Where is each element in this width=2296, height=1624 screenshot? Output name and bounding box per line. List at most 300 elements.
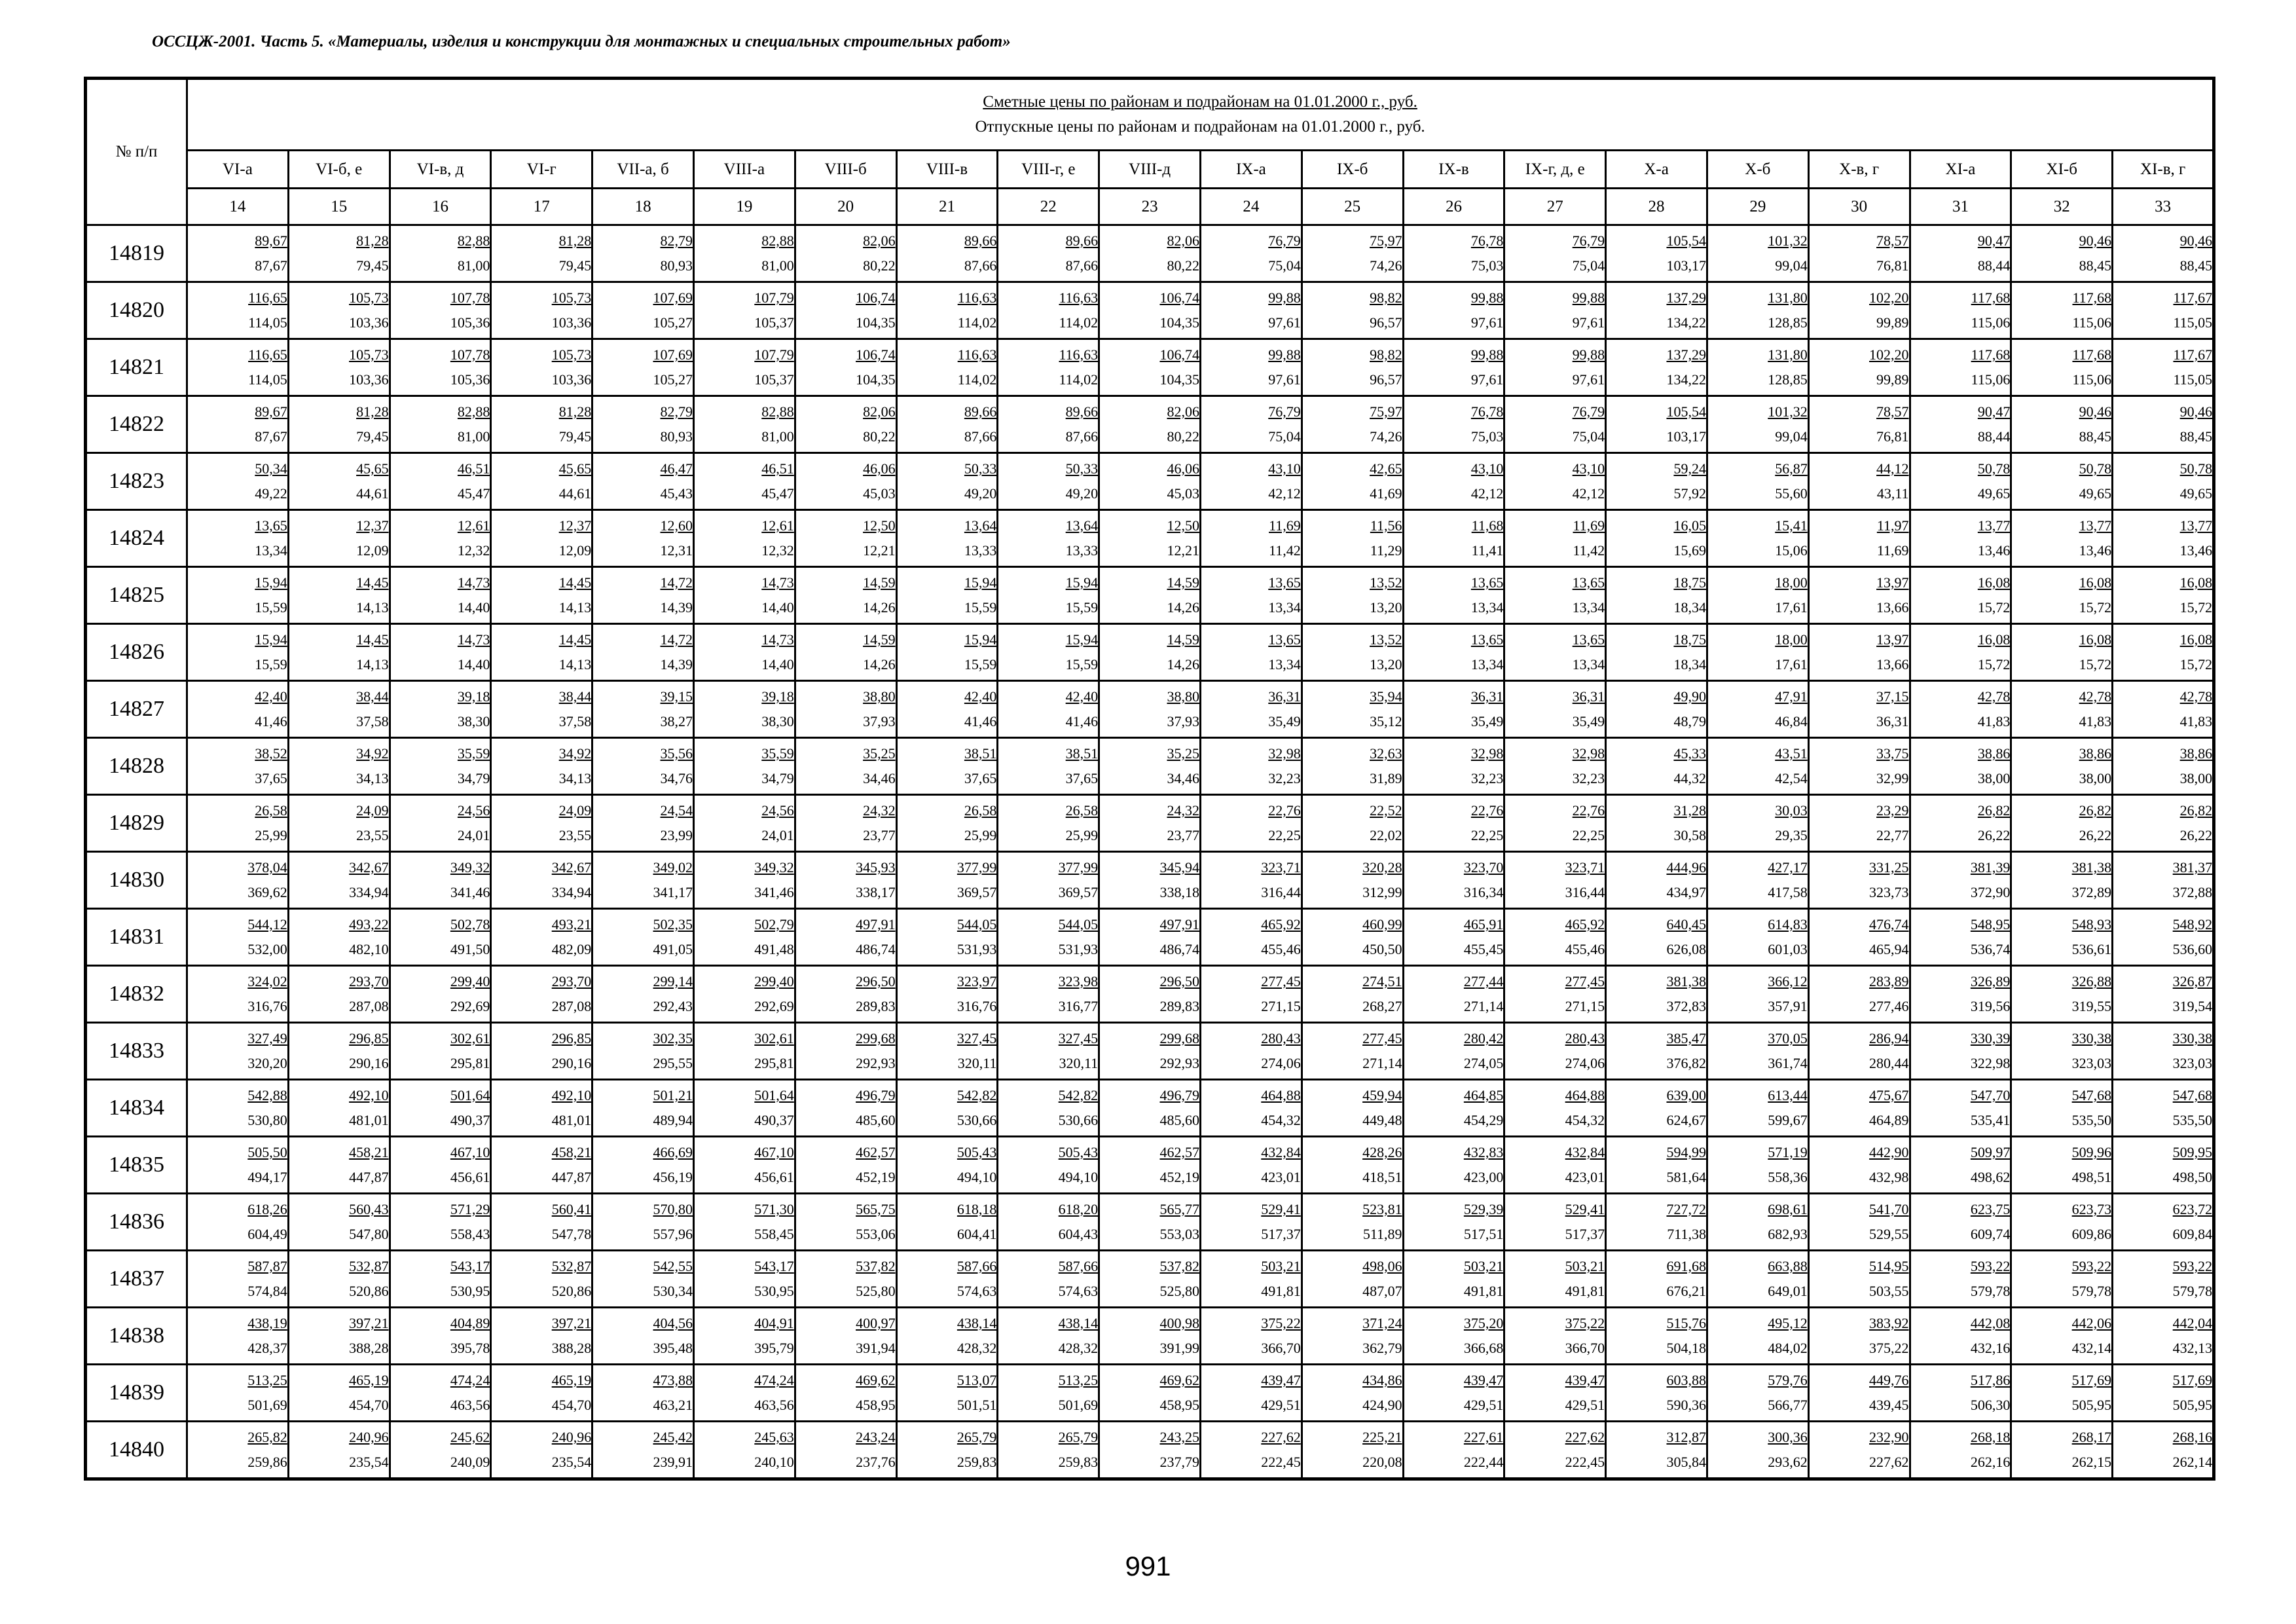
estimated-price: 50,78 <box>1977 460 2011 477</box>
estimated-price: 22,76 <box>1470 802 1504 819</box>
price-cell <box>592 396 694 453</box>
release-price: 79,45 <box>356 257 389 274</box>
release-price: 491,50 <box>450 941 490 957</box>
price-cell <box>795 510 896 567</box>
release-price: 432,16 <box>1970 1340 2011 1356</box>
estimated-price: 12,60 <box>660 517 693 534</box>
release-price: 369,62 <box>247 884 287 900</box>
table-row <box>86 1251 2214 1308</box>
price-cell <box>1910 1137 2011 1194</box>
release-price: 99,04 <box>1775 257 1808 274</box>
price-cell <box>2113 1251 2214 1308</box>
release-price: 259,83 <box>1058 1454 1099 1470</box>
release-price: 604,41 <box>957 1226 997 1242</box>
release-price: 485,60 <box>1159 1112 1199 1128</box>
estimated-price: 442,04 <box>2172 1315 2213 1331</box>
estimated-price: 560,41 <box>551 1201 592 1217</box>
estimated-price: 45,65 <box>558 460 592 477</box>
release-price: 454,70 <box>349 1397 389 1413</box>
price-cell <box>1910 567 2011 624</box>
release-price: 81,00 <box>761 428 794 445</box>
price-cell <box>896 624 998 681</box>
estimated-price: 39,18 <box>761 688 794 705</box>
price-cell <box>2113 1308 2214 1365</box>
price-cell <box>998 1251 1099 1308</box>
price-cell <box>998 1365 1099 1422</box>
release-price: 34,79 <box>761 770 794 786</box>
release-price: 579,78 <box>2172 1283 2213 1299</box>
price-cell <box>187 1023 289 1080</box>
release-price: 501,69 <box>247 1397 287 1413</box>
estimated-price: 15,94 <box>964 574 997 591</box>
release-price: 525,80 <box>1159 1283 1199 1299</box>
release-price: 295,55 <box>653 1055 693 1071</box>
estimated-price: 35,25 <box>863 745 896 762</box>
estimated-price: 101,32 <box>1768 403 1808 420</box>
estimated-price: 46,51 <box>457 460 490 477</box>
release-price: 75,03 <box>1470 257 1504 274</box>
estimated-price: 505,50 <box>247 1144 287 1160</box>
release-price: 222,44 <box>1463 1454 1504 1470</box>
estimated-price: 547,68 <box>2172 1087 2213 1103</box>
release-price: 13,66 <box>1876 656 1909 673</box>
column-number-row <box>86 189 2214 225</box>
price-cell <box>1302 909 1403 966</box>
release-price: 13,34 <box>1470 656 1504 673</box>
release-price: 501,69 <box>1058 1397 1099 1413</box>
release-price: 341,46 <box>754 884 794 900</box>
release-price: 293,62 <box>1768 1454 1808 1470</box>
price-cell <box>592 1023 694 1080</box>
price-cell <box>592 624 694 681</box>
release-price: 99,89 <box>1876 371 1909 388</box>
release-price: 14,39 <box>660 656 693 673</box>
release-price: 501,51 <box>957 1397 997 1413</box>
estimated-price: 18,75 <box>1673 574 1706 591</box>
estimated-price: 542,82 <box>957 1087 997 1103</box>
estimated-price: 13,65 <box>1470 631 1504 648</box>
estimated-price: 116,65 <box>248 289 287 306</box>
price-cell <box>187 225 289 282</box>
price-cell <box>1504 852 1606 909</box>
release-price: 494,10 <box>957 1169 997 1185</box>
release-price: 14,40 <box>457 599 490 616</box>
estimated-price: 323,71 <box>1261 859 1301 876</box>
price-cell <box>1200 1023 1302 1080</box>
price-cell <box>1504 966 1606 1023</box>
release-price: 103,17 <box>1666 257 1706 274</box>
release-price: 14,39 <box>660 599 693 616</box>
estimated-price: 46,06 <box>1167 460 1199 477</box>
estimated-price: 89,67 <box>255 232 287 249</box>
release-price: 481,01 <box>349 1112 389 1128</box>
column-number: 16 <box>390 189 491 225</box>
estimated-price: 107,79 <box>754 289 794 306</box>
price-cell <box>2011 396 2113 453</box>
release-price: 80,22 <box>863 428 896 445</box>
estimated-price: 99,88 <box>1470 289 1504 306</box>
price-cell <box>1403 225 1504 282</box>
column-number: 32 <box>2011 189 2113 225</box>
estimated-price: 548,93 <box>2071 916 2112 932</box>
release-price: 75,04 <box>1268 257 1301 274</box>
release-price: 530,95 <box>450 1283 490 1299</box>
estimated-price: 43,10 <box>1470 460 1504 477</box>
price-cell <box>1099 396 1201 453</box>
price-cell <box>2113 567 2214 624</box>
price-cell <box>390 1023 491 1080</box>
estimated-price: 22,76 <box>1268 802 1301 819</box>
estimated-price: 225,21 <box>1362 1429 1402 1445</box>
price-cell <box>998 510 1099 567</box>
release-price: 271,14 <box>1362 1055 1402 1071</box>
release-price: 395,79 <box>754 1340 794 1356</box>
estimated-price: 14,59 <box>863 631 896 648</box>
estimated-price: 13,65 <box>255 517 287 534</box>
price-cell <box>491 510 592 567</box>
estimated-price: 330,39 <box>1970 1030 2011 1046</box>
release-price: 79,45 <box>356 428 389 445</box>
estimated-price: 691,68 <box>1666 1258 1706 1274</box>
release-price: 13,34 <box>1572 656 1605 673</box>
estimated-price: 587,66 <box>1058 1258 1099 1274</box>
estimated-price: 50,33 <box>1065 460 1099 477</box>
estimated-price: 400,98 <box>1159 1315 1199 1331</box>
price-cell <box>693 1251 795 1308</box>
price-cell <box>1302 852 1403 909</box>
price-cell <box>187 681 289 738</box>
price-cell <box>693 1422 795 1479</box>
price-cell <box>491 1251 592 1308</box>
estimated-price: 36,31 <box>1572 688 1605 705</box>
table-row <box>86 1137 2214 1194</box>
estimated-price: 14,45 <box>356 574 389 591</box>
estimated-price: 24,56 <box>457 802 490 819</box>
price-cell <box>1099 909 1201 966</box>
price-cell <box>1707 795 1808 852</box>
release-price: 529,55 <box>1869 1226 1909 1242</box>
price-cell <box>491 681 592 738</box>
release-price: 49,20 <box>964 485 997 502</box>
price-cell <box>693 624 795 681</box>
price-cell <box>693 510 795 567</box>
price-cell <box>1403 453 1504 510</box>
estimated-price: 14,73 <box>457 574 490 591</box>
price-cell <box>491 396 592 453</box>
estimated-price: 571,19 <box>1768 1144 1808 1160</box>
release-price: 14,13 <box>558 656 592 673</box>
release-price: 14,26 <box>1167 599 1199 616</box>
price-cell <box>2113 1023 2214 1080</box>
price-cell <box>491 624 592 681</box>
release-price: 259,83 <box>957 1454 997 1470</box>
estimated-price: 90,46 <box>2079 232 2112 249</box>
estimated-price: 45,65 <box>356 460 389 477</box>
table-row <box>86 966 2214 1023</box>
price-cell <box>592 567 694 624</box>
release-price: 34,13 <box>558 770 592 786</box>
price-cell <box>693 738 795 795</box>
price-cell <box>693 339 795 396</box>
price-cell <box>2113 909 2214 966</box>
release-price: 498,62 <box>1970 1169 2011 1185</box>
estimated-price: 11,68 <box>1471 517 1504 534</box>
estimated-price: 11,97 <box>1876 517 1909 534</box>
estimated-price: 243,24 <box>856 1429 896 1445</box>
release-price: 372,89 <box>2071 884 2112 900</box>
release-price: 11,42 <box>1573 542 1605 559</box>
table-row <box>86 453 2214 510</box>
estimated-price: 458,21 <box>551 1144 592 1160</box>
release-price: 103,36 <box>349 314 389 331</box>
estimated-price: 404,56 <box>653 1315 693 1331</box>
price-cell <box>1707 852 1808 909</box>
release-price: 609,86 <box>2071 1226 2112 1242</box>
release-price: 429,51 <box>1463 1397 1504 1413</box>
release-price: 711,38 <box>1667 1226 1706 1242</box>
price-cell <box>187 966 289 1023</box>
release-price: 530,34 <box>653 1283 693 1299</box>
price-cell <box>896 567 998 624</box>
estimated-price: 349,32 <box>450 859 490 876</box>
release-price: 395,78 <box>450 1340 490 1356</box>
price-cell <box>1200 1251 1302 1308</box>
price-cell <box>1910 1365 2011 1422</box>
release-price: 37,65 <box>964 770 997 786</box>
price-cell <box>896 225 998 282</box>
price-cell <box>1504 282 1606 339</box>
estimated-price: 107,69 <box>653 346 693 363</box>
price-cell <box>1707 225 1808 282</box>
release-price: 292,69 <box>450 998 490 1014</box>
region-header: IX-г, д, е <box>1504 151 1606 189</box>
release-price: 372,88 <box>2172 884 2213 900</box>
release-price: 222,45 <box>1565 1454 1605 1470</box>
estimated-price: 227,61 <box>1463 1429 1504 1445</box>
price-cell <box>491 339 592 396</box>
release-price: 13,34 <box>1470 599 1504 616</box>
estimated-price: 464,88 <box>1261 1087 1301 1103</box>
region-header: XI-в, г <box>2113 151 2214 189</box>
price-cell <box>1910 396 2011 453</box>
price-cell <box>1200 795 1302 852</box>
release-price: 482,09 <box>551 941 592 957</box>
estimated-price: 14,73 <box>761 631 794 648</box>
estimated-price: 293,70 <box>551 973 592 989</box>
release-price: 88,45 <box>2179 428 2213 445</box>
estimated-price: 46,47 <box>660 460 693 477</box>
price-cell <box>390 1194 491 1251</box>
estimated-price: 24,56 <box>761 802 794 819</box>
price-cell <box>592 1251 694 1308</box>
price-cell <box>1403 852 1504 909</box>
price-cell <box>1606 624 1707 681</box>
release-price: 362,79 <box>1362 1340 1402 1356</box>
estimated-price: 76,78 <box>1470 403 1504 420</box>
price-cell <box>896 396 998 453</box>
release-price: 15,59 <box>1065 599 1099 616</box>
release-price: 75,04 <box>1572 428 1605 445</box>
price-cell <box>1808 396 1910 453</box>
release-price: 97,61 <box>1572 371 1605 388</box>
estimated-price: 517,86 <box>1970 1372 2011 1388</box>
estimated-price: 50,34 <box>255 460 287 477</box>
price-cell <box>1910 1080 2011 1137</box>
table-row <box>86 1422 2214 1479</box>
estimated-price: 465,92 <box>1261 916 1301 932</box>
price-cell <box>390 1137 491 1194</box>
column-number: 22 <box>998 189 1099 225</box>
region-header: X-а <box>1606 151 1707 189</box>
region-header: VI-г <box>491 151 592 189</box>
release-price: 432,98 <box>1869 1169 1909 1185</box>
price-cell <box>998 225 1099 282</box>
price-cell <box>795 1251 896 1308</box>
estimated-price: 50,33 <box>964 460 997 477</box>
estimated-price: 548,95 <box>1970 916 2011 932</box>
price-cell <box>187 795 289 852</box>
price-cell <box>1200 567 1302 624</box>
estimated-price: 603,88 <box>1666 1372 1706 1388</box>
table-caption <box>187 79 2214 151</box>
release-price: 15,72 <box>2179 599 2213 616</box>
estimated-price: 39,15 <box>660 688 693 705</box>
estimated-price: 14,59 <box>863 574 896 591</box>
estimated-price: 265,79 <box>1058 1429 1099 1445</box>
estimated-price: 464,88 <box>1565 1087 1605 1103</box>
price-cell <box>2113 1194 2214 1251</box>
release-price: 334,94 <box>551 884 592 900</box>
estimated-price: 727,72 <box>1666 1201 1706 1217</box>
price-cell <box>491 1194 592 1251</box>
price-cell <box>491 1422 592 1479</box>
running-header: ОССЦЖ-2001. Часть 5. «Материалы, изделия и конструкции для монтажных и специальных строительных работ» <box>152 33 1011 50</box>
release-price: 15,59 <box>964 599 997 616</box>
estimated-price: 438,14 <box>957 1315 997 1331</box>
estimated-price: 565,75 <box>856 1201 896 1217</box>
price-cell <box>288 1308 390 1365</box>
price-cell <box>795 738 896 795</box>
price-cell <box>1403 681 1504 738</box>
estimated-price: 36,31 <box>1470 688 1504 705</box>
release-price: 97,61 <box>1470 314 1504 331</box>
price-cell <box>1504 1251 1606 1308</box>
price-cell <box>1302 396 1403 453</box>
estimated-price: 462,57 <box>1159 1144 1199 1160</box>
release-price: 458,95 <box>856 1397 896 1413</box>
price-cell <box>998 567 1099 624</box>
price-cell <box>795 909 896 966</box>
table-row <box>86 624 2214 681</box>
release-price: 590,36 <box>1666 1397 1706 1413</box>
release-price: 88,45 <box>2179 257 2213 274</box>
estimated-price: 378,04 <box>247 859 287 876</box>
estimated-price: 324,02 <box>247 973 287 989</box>
price-cell <box>2011 624 2113 681</box>
price-cell <box>390 282 491 339</box>
price-cell <box>1808 738 1910 795</box>
release-price: 423,00 <box>1463 1169 1504 1185</box>
estimated-price: 501,21 <box>653 1087 693 1103</box>
estimated-price: 13,64 <box>964 517 997 534</box>
estimated-price: 245,42 <box>653 1429 693 1445</box>
price-cell <box>1707 567 1808 624</box>
price-cell <box>2113 339 2214 396</box>
release-price: 24,01 <box>457 827 490 843</box>
release-price: 609,74 <box>1970 1226 2011 1242</box>
estimated-price: 137,29 <box>1666 346 1706 363</box>
release-price: 49,22 <box>255 485 287 502</box>
release-price: 105,36 <box>450 314 490 331</box>
release-price: 423,01 <box>1261 1169 1301 1185</box>
price-cell <box>2113 738 2214 795</box>
estimated-price: 42,40 <box>964 688 997 705</box>
estimated-price: 13,65 <box>1470 574 1504 591</box>
release-price: 13,34 <box>1572 599 1605 616</box>
price-cell <box>1200 282 1302 339</box>
price-cell <box>1606 1023 1707 1080</box>
estimated-price: 46,51 <box>761 460 794 477</box>
estimated-price: 15,41 <box>1775 517 1808 534</box>
price-cell <box>2113 1080 2214 1137</box>
release-price: 17,61 <box>1775 656 1808 673</box>
release-price: 88,44 <box>1977 428 2011 445</box>
release-price: 388,28 <box>349 1340 389 1356</box>
price-cell <box>1910 909 2011 966</box>
estimated-price: 12,50 <box>863 517 896 534</box>
release-price: 494,10 <box>1058 1169 1099 1185</box>
release-price: 579,78 <box>1970 1283 2011 1299</box>
estimated-price: 11,69 <box>1269 517 1301 534</box>
release-price: 456,61 <box>754 1169 794 1185</box>
price-cell <box>998 624 1099 681</box>
price-cell <box>693 852 795 909</box>
release-price: 79,45 <box>558 428 592 445</box>
release-price: 23,99 <box>660 827 693 843</box>
release-price: 13,34 <box>1268 656 1301 673</box>
price-cell <box>592 738 694 795</box>
price-cell <box>491 453 592 510</box>
estimated-price: 82,88 <box>761 403 794 420</box>
price-cell <box>2011 1023 2113 1080</box>
price-cell <box>1910 681 2011 738</box>
price-cell <box>693 567 795 624</box>
price-cell <box>1910 1023 2011 1080</box>
row-code: 14829 <box>86 795 187 852</box>
release-price: 13,46 <box>2079 542 2112 559</box>
release-price: 262,16 <box>1970 1454 2011 1470</box>
price-cell <box>1403 795 1504 852</box>
price-cell <box>390 681 491 738</box>
row-code: 14836 <box>86 1194 187 1251</box>
estimated-price: 523,81 <box>1362 1201 1402 1217</box>
estimated-price: 16,08 <box>2179 574 2213 591</box>
release-price: 558,36 <box>1768 1169 1808 1185</box>
estimated-price: 14,72 <box>660 631 693 648</box>
release-price: 32,23 <box>1268 770 1301 786</box>
release-price: 429,51 <box>1565 1397 1605 1413</box>
release-price: 97,61 <box>1572 314 1605 331</box>
estimated-price: 587,66 <box>957 1258 997 1274</box>
release-price: 23,55 <box>558 827 592 843</box>
estimated-price: 299,68 <box>856 1030 896 1046</box>
release-price: 494,17 <box>247 1169 287 1185</box>
estimated-price: 38,86 <box>2179 745 2213 762</box>
estimated-price: 24,09 <box>558 802 592 819</box>
estimated-price: 12,61 <box>761 517 794 534</box>
price-cell <box>1504 1023 1606 1080</box>
estimated-price: 618,26 <box>247 1201 287 1217</box>
